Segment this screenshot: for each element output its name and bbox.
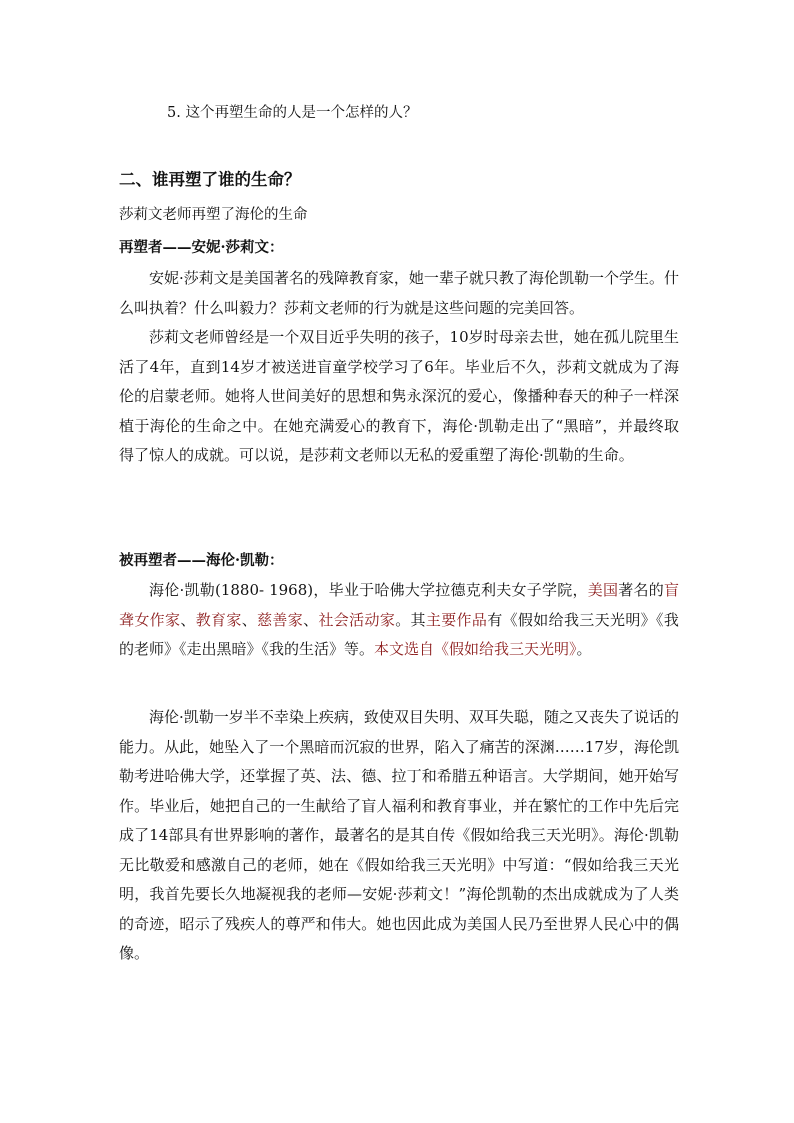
- link-source-book[interactable]: 本文选自《假如给我三天光明》: [374, 640, 577, 658]
- intro-text-3: 、: [180, 610, 196, 629]
- reshaped-label: 被再塑者——海伦·凯勒：: [119, 552, 284, 569]
- link-social-activist[interactable]: 社会活动家: [318, 610, 396, 629]
- reshaper-paragraph-1: 安妮·莎莉文是美国著名的残障教育家，她一辈子就只教了海伦凯勒一个学生。什么叫执着？什么叫毅力？莎莉文老师的行为就是这些问题的完美回答。: [119, 269, 679, 317]
- intro-text-4: 、: [241, 610, 258, 629]
- section-2-heading: 二、谁再塑了谁的生命？: [119, 170, 301, 189]
- link-usa[interactable]: 美国: [587, 581, 619, 599]
- intro-text-6: 。其: [395, 610, 426, 629]
- link-deafblind-writer[interactable]: 盲聋女作家: [119, 581, 679, 629]
- section-2-subtitle: 莎莉文老师再塑了海伦的生命: [119, 207, 308, 223]
- reshaper-label: 再塑者——安妮·莎莉文：: [119, 239, 284, 256]
- intro-text-7: 有《假如给我三天光明》《我的老师》《走出黑暗》《我的生活》等。: [119, 610, 679, 658]
- reshaped-paragraph-intro: [119, 576, 679, 665]
- link-philanthropist[interactable]: 慈善家: [257, 610, 304, 629]
- intro-text-1: 海伦·凯勒(1880- 1968)，毕业于哈佛大学拉德克利夫女子学院，: [149, 581, 588, 599]
- link-main-works[interactable]: 主要作品: [425, 610, 488, 629]
- reshaped-paragraph-biography: 海伦·凯勒一岁半不幸染上疾病，致使双目失明、双耳失聪，随之又丧失了说话的能力。从此，她坠入了一个黑暗而沉寂的世界，陷入了痛苦的深渊……17岁，海伦凯勒考进哈佛大学，还掌握了英、法、德、拉丁和希腊五种语言。大学期间，她开始写作。毕业后，她把自己的一生献给了盲人福利和教育事业，并在繁忙的工作中先后完成了14部具有世界影响的著作，最著名的是其自传《假如给我三天光明》。海伦·凯勒无比敬爱和感激自己的老师，她在《假如给我三天光明》中写道：“假如给我三天光明，我首先要长久地凝视我的老师—安妮·莎莉文！”海伦凯勒的杰出成就成为了人类的奇迹，昭示了残疾人的尊严和伟大。她也因此成为美国人民乃至世界人民心中的偶像。: [119, 708, 679, 962]
- intro-text-2: 著名的: [618, 581, 664, 599]
- link-educator[interactable]: 教育家: [195, 610, 242, 629]
- intro-text-8: 。: [576, 640, 592, 658]
- intro-text-5: 、: [303, 610, 319, 629]
- reshaper-paragraph-2: 莎莉文老师曾经是一个双目近乎失明的孩子，10岁时母亲去世，她在孤儿院里生活了4年，直到14岁才被送进盲童学校学习了6年。毕业后不久，莎莉文就成为了海伦的启蒙老师。她将人世间美好的思想和隽永深沉的爱心，像播种春天的种子一样深植于海伦的生命之中。在她充满爱心的教育下，海伦·凯勒走出了“黑暗”，并最终取得了惊人的成就。可以说，是莎莉文老师以无私的爱重塑了海伦·凯勒的生命。: [119, 328, 679, 464]
- question-5: 5. 这个再塑生命的人是一个怎样的人？: [167, 105, 418, 121]
